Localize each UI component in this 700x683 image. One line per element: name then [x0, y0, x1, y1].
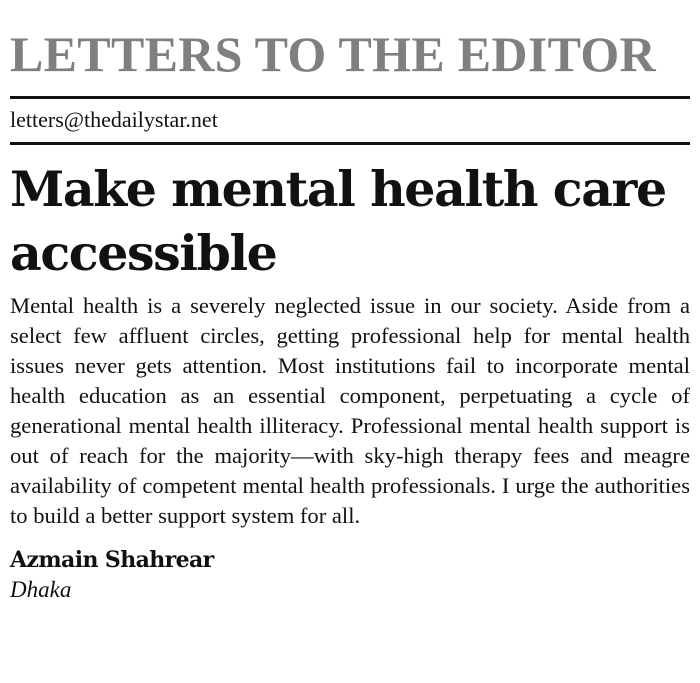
- letter-location: Dhaka: [10, 577, 72, 602]
- section-title: LETTERS TO THE EDITOR: [10, 26, 656, 82]
- letter-author: Azmain Shahrear: [10, 547, 214, 573]
- letter-headline: Make mental health care accessible: [10, 160, 666, 282]
- letter-body: Mental health is a severely neglected issue in our society. Aside from a select few affluent circles, getting professional help for mental health issues never gets attention. Most institutions fail to incorporate mental health education as an essential component, perpetuating a cycle of generational mental health illiteracy. Professional mental health support is out of reach for the majority—with sky-high therapy fees and meagre availability of competent mental health professionals. I urge the authorities to build a better support system for all.: [10, 293, 690, 528]
- letters-page: [10, 0, 690, 605]
- editor-email: letters@thedailystar.net: [10, 107, 218, 132]
